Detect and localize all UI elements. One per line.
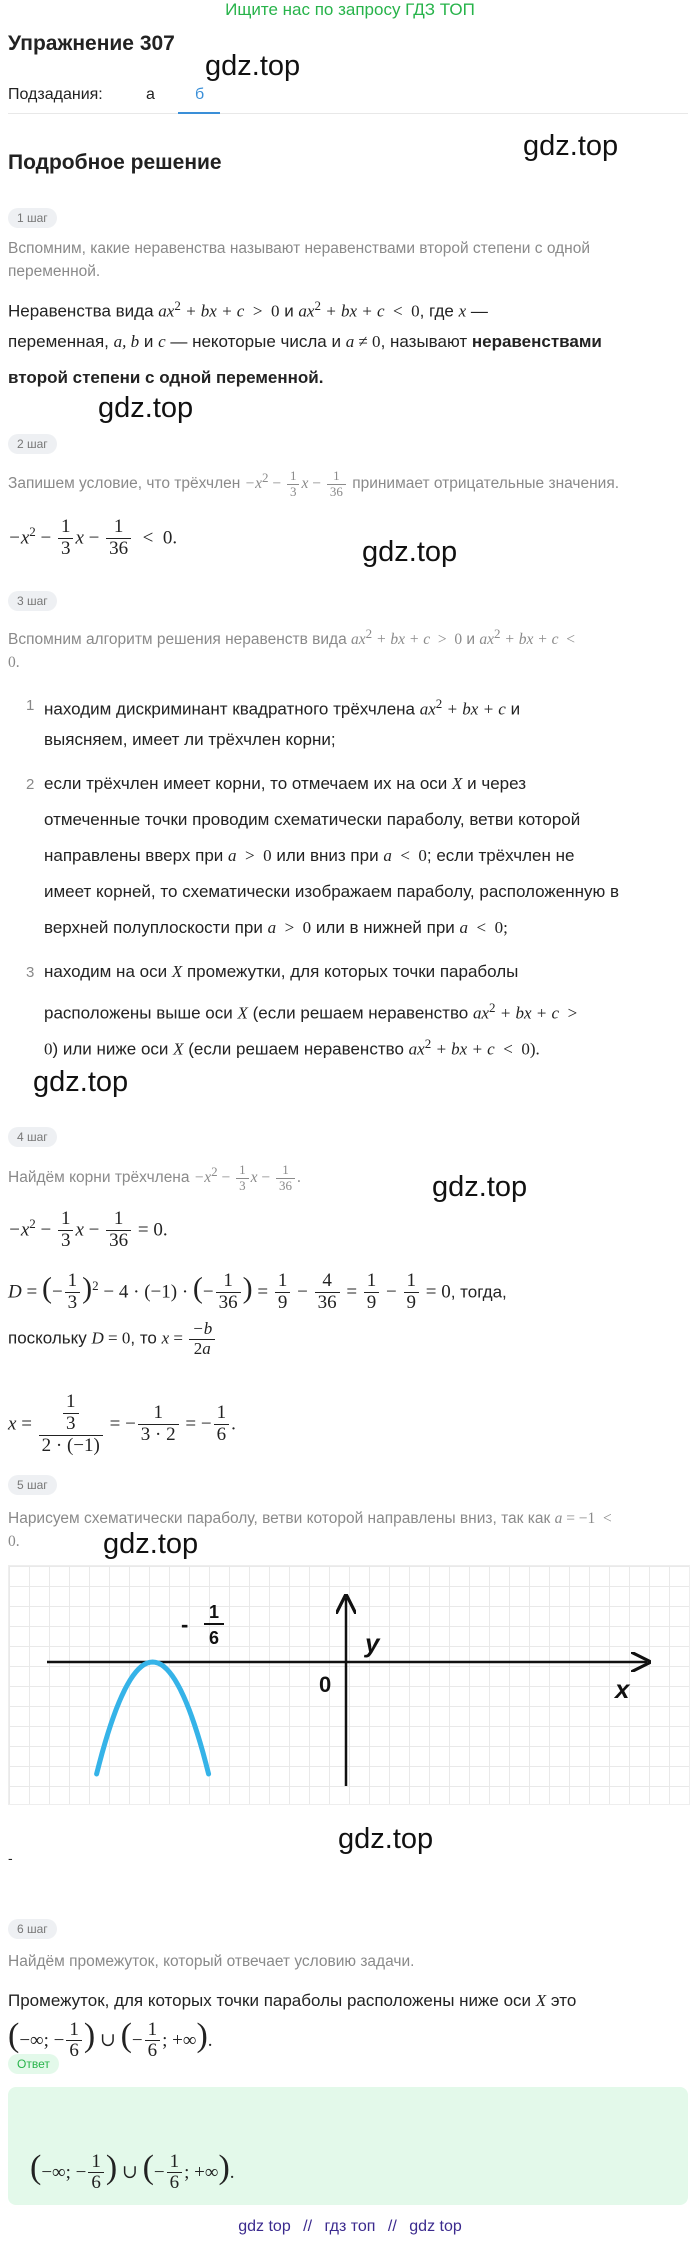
text: Промежуток, для которых точки параболы расположены ниже оси [8,1991,532,2010]
step1-line3 [8,360,323,396]
text: или в нижней при [315,918,455,937]
page-title: Упражнение 307 [8,32,175,55]
list-item-cont: отмеченные точки проводим схематически параболу, ветви которой [44,810,581,829]
watermark: gdz.top [98,392,194,424]
list-item: находим дискриминант квадратного трёхчлена $ax^2$ + bx + c и [44,696,521,719]
step-hint: Запишем условие, что трёхчлен $-x^2$ − $\frac{1}{3}$ x − $\frac{1}{36}$ принимает отрицательные значения. [8,468,620,499]
text: , тогда, [450,1282,507,1302]
step-hint: Нарисуем схематически параболу, ветви которой направлены вниз, так как a = −1 < 0. [8,1510,612,1550]
step1-line1: Неравенства вида $ax^2$ + bx + c > 0 и $ax^2$ + bx + c < 0, где x — [8,298,488,321]
section-title: Подробное решение [8,151,222,174]
answer-interval: (−∞; − $\frac{1}{6}$ ) ∪ (− $\frac{1}{6}$ ; +∞). [30,2149,235,2194]
step-hint: Вспомним алгоритм решения неравенств вида $ax^2$ + bx + c > 0 и $ax^2$ + bx + c < 0. [8,626,575,672]
text: и [143,332,154,351]
footer-link[interactable]: gdz top [238,2218,291,2235]
list-item-cont: 0) или ниже оси X (если решаем неравенство $ax^2$ + bx + c < 0). [44,1036,540,1059]
step4-since: поскольку D = 0, то x = $\frac{-b}{2a}$ [8,1320,217,1358]
step-hint: Найдём промежуток, который отвечает условию задачи. [8,1953,415,1970]
text: или вниз при [276,846,379,865]
tab-subtask-a[interactable]: а [146,86,155,103]
text: Нарисуем схематически параболу, ветви которой направлены вниз, так как [8,1510,551,1527]
separator-dash: - [8,1850,13,1866]
vertex-minus: - [181,1612,189,1637]
list-item: находим на оси X промежутки, для которых точки параболы [44,962,519,981]
footer-separator: // [303,2218,313,2235]
graph-svg [9,1566,689,1804]
text: . [318,368,324,387]
step-badge: 5 шаг [8,1475,57,1495]
text: (если решаем неравенство [252,1003,469,1023]
step4-equation: $-x^2$ − $\frac{1}{3}$ x − $\frac{1}{36}$ = 0. [8,1207,168,1251]
subtasks-label: Подзадания: [8,86,103,103]
text: верхней полуплоскости при [44,918,263,937]
list-item: если трёхчлен имеет корни, то отмечаем их на оси X и через [44,774,527,793]
text: и через [467,774,527,793]
text: и [284,301,294,321]
text: направлены вверх при [44,846,224,865]
text: находим дискриминант квадратного трёхчлена [44,699,416,719]
text: , называют [380,332,468,351]
text: — [470,301,488,321]
x-axis-label: x [615,1674,630,1704]
tabs-divider [8,113,688,114]
footer-separator: // [387,2218,397,2235]
text: поскольку [8,1328,87,1348]
origin-label: 0 [319,1672,332,1697]
text: Запишем условие, что трёхчлен [8,475,241,493]
step-hint: Вспомним, какие неравенства называют неравенствами второй степени с одной переменной. [8,240,590,280]
footer-link[interactable]: gdz top [409,2218,462,2235]
vertex-denominator: 6 [209,1628,220,1648]
text: Найдём корни трёхчлена [8,1169,190,1187]
list-item-cont: выясняем, имеет ли трёхчлен корни; [44,730,336,749]
watermark: gdz.top [103,1528,199,1560]
list-item-cont: верхней полуплоскости при a > 0 или в нижней при a < 0; [44,918,508,937]
watermark: gdz.top [33,1066,129,1098]
text: и [466,631,476,649]
y-axis-label: y [365,1628,380,1658]
text: ) или ниже оси [52,1039,169,1059]
text: Неравенства вида [8,301,154,321]
step4-root: x = $\frac{\frac{1}{3}}{2 \cdot (-1)}$ = − $\frac{1}{3 \cdot 2}$ = − $\frac{1}{6}$ . [8,1391,236,1456]
watermark: gdz.top [205,50,301,82]
watermark: gdz.top [523,130,619,162]
text: , где [419,301,454,321]
watermark: gdz.top [432,1171,528,1203]
list-item-cont: направлены вверх при a > 0 или вниз при a < 0; если трёхчлен не [44,846,575,865]
text: неравенствами [471,332,602,351]
text: (если решаем неравенство [188,1039,404,1059]
text: расположены выше оси [44,1003,233,1023]
step2-inequality: $-x^2$ − $\frac{1}{3}$ x − $\frac{1}{36}$ < 0. [8,515,178,559]
text: находим на оси [44,962,168,981]
list-number: 2 [26,776,35,793]
text: и [510,699,521,719]
list-item-cont: расположены выше оси X (если решаем неравенство $ax^2$ + bx + c > [44,1000,578,1023]
text: второй степени с одной переменной [8,368,319,387]
step1-line2: переменная, a, b и c — некоторые числа и a ≠ 0, называют неравенствами [8,332,602,351]
step4-discriminant: D = (− $\frac{1}{3}$ )$^2$ − 4 · (−1) · (− $\frac{1}{36}$ ) = $\frac{1}{9}$ − $\frac{4}{36}$ = $\frac{1}{9}$ − $\frac{1}{9}$ = 0, тогда, [8,1269,507,1313]
step-badge: 4 шаг [8,1127,57,1147]
text: это [550,1991,577,2010]
list-item-cont: имеет корней, то схематически изображаем параболу, расположенную в [44,882,620,901]
step-hint: Найдём корни трёхчлена $-x^2$ − $\frac{1}{3}$ x − $\frac{1}{36}$ . [8,1162,301,1193]
search-banner[interactable]: Ищите нас по запросу ГДЗ ТОП [225,0,475,19]
text: ; если трёхчлен не [426,846,575,865]
step6-interval: (−∞; − $\frac{1}{6}$ ) ∪ (− $\frac{1}{6}$ ; +∞). [8,2017,213,2062]
step6-text: Промежуток, для которых точки параболы расположены ниже оси X это [8,1991,577,2010]
text: принимает отрицательные значения. [352,475,620,493]
step-badge: 1 шаг [8,208,57,228]
footer-links [0,2218,700,2236]
parabola-graph [8,1565,690,1805]
text: , то [130,1328,157,1348]
step-badge: 2 шаг [8,434,57,454]
watermark: gdz.top [362,536,458,568]
text: промежутки, для которых точки параболы [186,962,519,981]
text: переменная, [8,332,109,351]
parabola-curve [97,1662,209,1774]
answer-badge: Ответ [8,2054,59,2074]
active-tab-indicator [178,112,220,114]
text: если трёхчлен имеет корни, то отмечаем их на оси [44,774,448,793]
text: Вспомним алгоритм решения неравенств вида [8,631,347,649]
footer-link[interactable]: гдз топ [324,2218,376,2235]
list-number: 1 [26,697,35,714]
step-badge: 3 шаг [8,591,57,611]
list-number: 3 [26,964,35,981]
vertex-numerator: 1 [209,1602,220,1622]
step-badge: 6 шаг [8,1919,57,1939]
watermark: gdz.top [338,1823,434,1855]
text: — некоторые числа и [170,332,341,351]
tab-subtask-b[interactable]: б [195,86,205,103]
